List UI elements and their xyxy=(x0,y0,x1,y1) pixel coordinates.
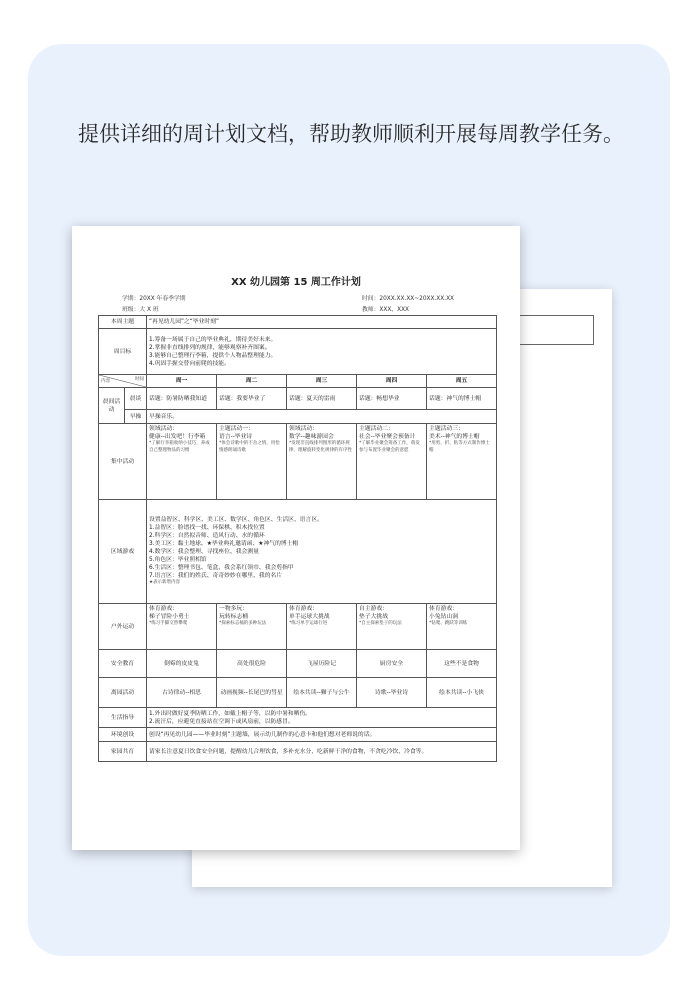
cell-title: 领域活动： xyxy=(289,426,319,432)
safety-cell: 飞屋历险记 xyxy=(287,650,357,678)
term-label: 学期：20XX 年春季学期 xyxy=(122,296,186,302)
table-row xyxy=(99,424,497,500)
header-time-label: 时间 xyxy=(134,377,145,382)
day-monday: 周一 xyxy=(147,375,217,388)
leaving-cell: 绘本共读--小飞侠 xyxy=(427,678,497,708)
cell-name: 单手运球大挑战 xyxy=(289,614,330,620)
leaving-cell: 动画视频--长尾巴的彗星 xyxy=(217,678,287,708)
table-row xyxy=(99,500,497,604)
cell-note: *了解行李箱收纳小技巧，养成自己整理物品的习惯 xyxy=(149,441,210,453)
table-row xyxy=(99,728,497,742)
safety-cell: 这些不是食物 xyxy=(427,650,497,678)
goal-item: 4.巩固手握交替向前爬的技能。 xyxy=(149,360,230,367)
day-thursday: 周四 xyxy=(357,375,427,388)
outdoor-cell xyxy=(217,604,287,650)
row-label-group: 集中活动 xyxy=(99,424,147,500)
cell-title: 体育游戏： xyxy=(429,606,459,612)
cell-note: *自主探索垫子的玩法 xyxy=(359,621,402,626)
cell-name: 梯子冒险小勇士 xyxy=(149,614,190,620)
group-cell xyxy=(357,424,427,500)
cell-name: 小兔钻山洞 xyxy=(429,614,459,620)
row-label-goals: 周目标 xyxy=(99,329,147,375)
cell-note: *发现非直线排列图形的循环规律，理解旋转变化规律的有序性 xyxy=(289,441,353,453)
cell-name: 玩转标志桶 xyxy=(219,614,249,620)
group-cell xyxy=(217,424,287,500)
table-row xyxy=(99,650,497,678)
row-label-zone: 区域游戏 xyxy=(99,500,147,604)
day-friday: 周五 xyxy=(427,375,497,388)
outdoor-cell xyxy=(357,604,427,650)
table-row xyxy=(99,604,497,650)
weekly-plan-document xyxy=(72,226,520,850)
outdoor-cell xyxy=(427,604,497,650)
cell-name: 美术--神气的博士帽 xyxy=(429,434,480,440)
zone-item: 1.益智区：脸谱找一找、环保棋、积木找位置 xyxy=(149,525,265,532)
env-text: 创设“再见幼儿园——毕业时刻”主题墙，展示幼儿制作的心意卡和他们想对老师说的话。 xyxy=(147,728,497,742)
life-list xyxy=(147,708,497,728)
goal-item: 2.掌握非直线排列的规律，能够观察补齐图案。 xyxy=(149,344,271,351)
table-row xyxy=(99,678,497,708)
plan-table xyxy=(98,315,497,762)
zone-note: ★表示新增内容 xyxy=(149,580,181,586)
group-cell xyxy=(427,424,497,500)
cell-note: *探索标志桶的多种玩法 xyxy=(219,621,267,626)
cell-name: 垫子大挑战 xyxy=(359,614,389,620)
goal-item: 1.筹备一场属于自己的毕业典礼，期待美好未来。 xyxy=(149,336,277,343)
cell-note: *用剪、折、粘等方式制作博士帽 xyxy=(429,441,490,453)
theme-text: “再见幼儿园”之“毕业时刻” xyxy=(147,316,497,329)
talk-cell: 话题：神气的博士帽 xyxy=(427,388,497,410)
cell-name: 健康--出发吧！行李箱 xyxy=(149,434,206,440)
row-label-leaving: 离园活动 xyxy=(99,678,147,708)
header-content-label: 内容 xyxy=(101,379,111,384)
zone-item: 7.语言区：我们的姓氏、奇奇妙妙在哪里、我的名片 xyxy=(149,573,283,580)
cell-title: 主题活动三： xyxy=(429,426,464,432)
safety-cell: 厨房安全 xyxy=(357,650,427,678)
zone-item: 6.生活区：整理书包、笔盒、我会系红领巾、我会剪指甲 xyxy=(149,565,294,572)
header-diagonal-cell xyxy=(99,375,147,388)
cell-title: 领域活动： xyxy=(149,426,179,432)
row-label-theme: 本周主题 xyxy=(99,316,147,329)
talk-cell: 话题：畅想毕业 xyxy=(357,388,427,410)
zone-item: 5.角色区：毕业照相馆 xyxy=(149,557,207,564)
day-tuesday: 周二 xyxy=(217,375,287,388)
table-row xyxy=(99,410,497,424)
cell-name: 数学--趣味游园会 xyxy=(289,434,334,440)
zone-item: 4.数学区：我会整理、寻找座位、我会测量 xyxy=(149,549,259,556)
cell-note: *体会诗歌中的不舍之情，用恰情感朗诵诗歌 xyxy=(219,441,280,453)
table-row xyxy=(99,375,497,388)
zone-item: 设置益智区、科学区、美工区、数学区、角色区、生活区、语言区。 xyxy=(149,517,323,524)
safety-cell: 倒霉的皮皮兔 xyxy=(147,650,217,678)
table-row xyxy=(99,742,497,762)
talk-cell: 话题：我要毕业了 xyxy=(217,388,287,410)
life-item: 1.外出时做好夏季防晒工作，如戴上帽子等，以防中暑和晒伤。 xyxy=(149,710,312,717)
outdoor-cell xyxy=(287,604,357,650)
sublabel-talk: 晨谈 xyxy=(125,388,147,410)
zone-list xyxy=(147,500,497,604)
cell-title: 主题活动一： xyxy=(219,426,254,432)
cell-title: 体育游戏： xyxy=(289,606,319,612)
row-label-morning: 晨间活动 xyxy=(99,388,125,424)
day-wednesday: 周三 xyxy=(287,375,357,388)
group-cell xyxy=(287,424,357,500)
cell-name: 社会--毕业聚会预备计 xyxy=(359,434,416,440)
cell-title: 体育游戏： xyxy=(149,606,179,612)
leaving-cell: 古诗律动--相思 xyxy=(147,678,217,708)
cell-note: *练习手脚交替攀爬 xyxy=(149,621,188,626)
leaving-cell: 绘本共读--狮子与公牛 xyxy=(287,678,357,708)
row-label-safety: 安全教育 xyxy=(99,650,147,678)
headline: 提供详细的周计划文档，帮助教师顺利开展每周教学任务。 xyxy=(78,122,624,146)
cell-title: 一物多玩： xyxy=(219,606,249,612)
cell-name: 语言--毕业诗 xyxy=(219,434,253,440)
goal-item: 3.能够自己整理行李箱，提供个人物品整理能力。 xyxy=(149,352,277,359)
row-label-outdoor: 户外运动 xyxy=(99,604,147,650)
document-title: XX 幼儿园第 15 周工作计划 xyxy=(231,277,361,288)
class-label: 班级：大 X 班 xyxy=(122,307,159,313)
zone-item: 3.美工区：黏土地球、★毕业典礼邀请函、★神气的博士帽 xyxy=(149,541,299,548)
cell-note: *钻爬、跳跃等训练 xyxy=(429,621,468,626)
table-row xyxy=(99,388,497,410)
cell-title: 自主游戏： xyxy=(359,606,389,612)
leaving-cell: 诗歌--毕业诗 xyxy=(357,678,427,708)
outdoor-cell xyxy=(147,604,217,650)
cell-note: *练习单手运球行进 xyxy=(289,621,328,626)
group-cell xyxy=(147,424,217,500)
life-item: 2.流汗后，应避免直接站在空调下或风扇前，以防感冒。 xyxy=(149,718,294,725)
home-text: 请家长注意夏日饮食安全问题，提醒幼儿合理饮食，多补充水分，吃新鲜干净的食物，不贪吃冷饮、冷食等。 xyxy=(147,742,497,762)
cell-title: 主题活动二： xyxy=(359,426,394,432)
time-label: 时间：20XX.XX.XX~20XX.XX.XX xyxy=(362,296,455,302)
safety-cell: 高处很危险 xyxy=(217,650,287,678)
zone-item: 2.科学区：自然拟音师、造风行动、水的循环 xyxy=(149,533,265,540)
row-label-env: 环境创设 xyxy=(99,728,147,742)
talk-cell: 话题：夏天的雷雨 xyxy=(287,388,357,410)
goals-list xyxy=(147,329,497,375)
teacher-label: 教师：XXX、XXX xyxy=(362,307,410,313)
row-label-home: 家园共育 xyxy=(99,742,147,762)
row-label-life: 生活指导 xyxy=(99,708,147,728)
table-row xyxy=(99,708,497,728)
cell-note: *了解毕业聚会筹备工作，萌发参与布置毕业聚会的意愿 xyxy=(359,441,420,453)
sublabel-exercise: 早操 xyxy=(125,410,147,424)
talk-cell: 话题：防暑防晒我知道 xyxy=(147,388,217,410)
table-row xyxy=(99,316,497,329)
table-row xyxy=(99,329,497,375)
exercise-text: 早操音乐。 xyxy=(147,410,497,424)
